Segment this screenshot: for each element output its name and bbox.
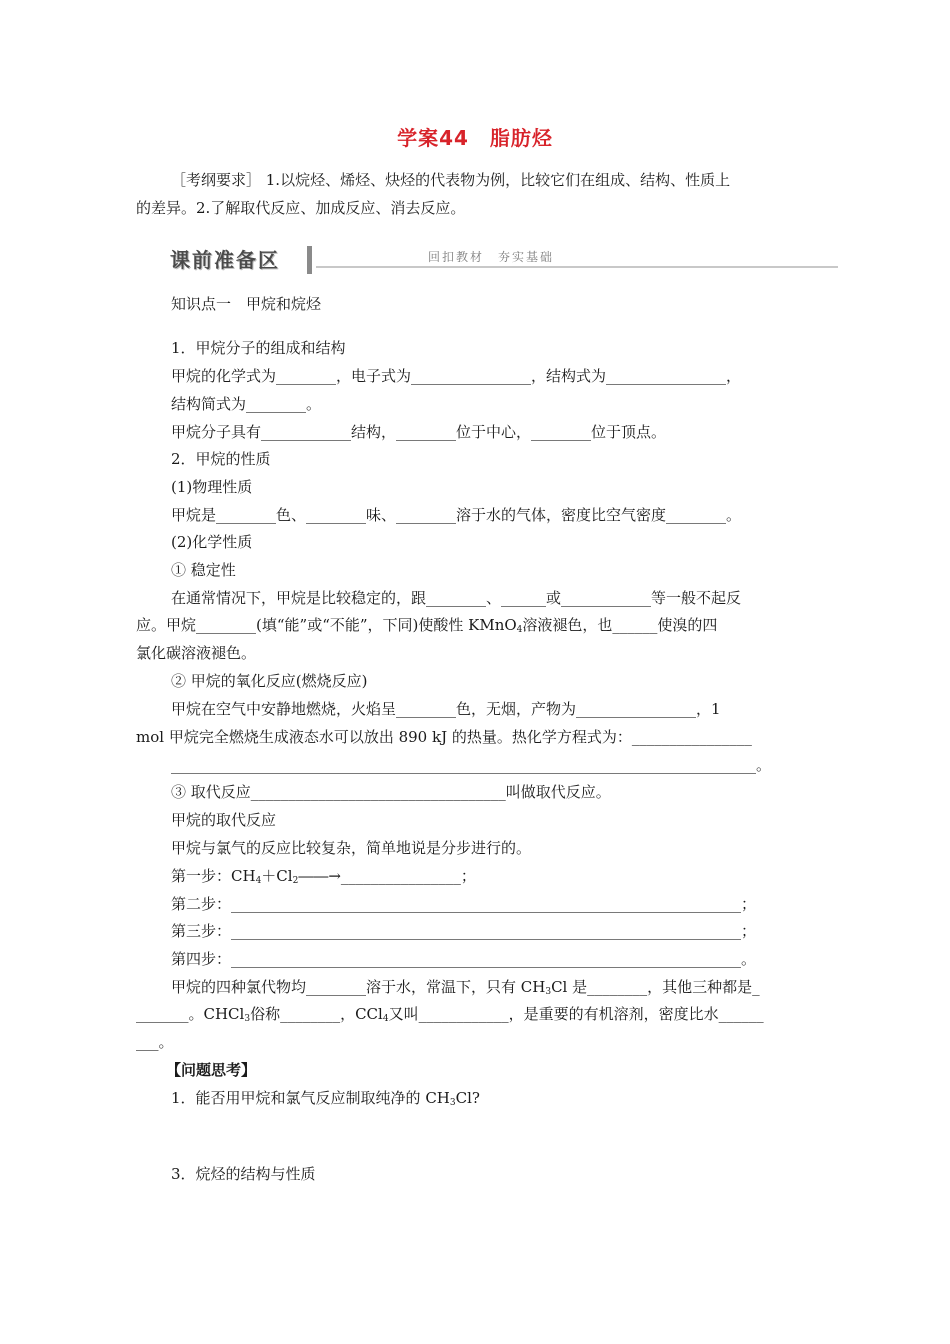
text-line: 甲烷分子具有____________结构，________位于中心，________位于顶点。 [171, 423, 667, 441]
banner-rule [316, 266, 838, 268]
question-heading: 【问题思考】 [166, 1061, 257, 1079]
text-line: mol 甲烷完全燃烧生成液态水可以放出 890 kJ 的热量。热化学方程式为：________________ [136, 728, 752, 746]
text-line: 甲烷的化学式为________，电子式为________________，结构式为________________， [171, 367, 742, 385]
reaction-step-2: 第二步：____________________________________________________________________； [171, 895, 757, 913]
text-line: 甲烷的取代反应 [171, 811, 277, 829]
reaction-step-3: 第三步：____________________________________________________________________； [171, 922, 757, 940]
section-heading: 1．甲烷分子的组成和结构 [171, 339, 346, 357]
text-line: 在通常情况下，甲烷是比较稳定的，跟________、______或____________等一般不起反 [171, 589, 742, 607]
text-line: 甲烷是________色、________味、________溶于水的气体，密度比空气密度________。 [171, 506, 742, 524]
question-1: 1．能否用甲烷和氯气反应制取纯净的 $CH_3Cl$? [171, 1089, 480, 1108]
reaction-step-4: 第四步：____________________________________________________________________。 [171, 950, 757, 968]
banner-subtitle: 回扣教材 夯实基础 [428, 250, 555, 264]
text-line: ___。 [136, 1033, 174, 1051]
page-title: 学案44 脂肪烃 [397, 126, 553, 150]
text-line: 甲烷在空气中安静地燃烧，火焰呈________色，无烟，产物为________________，1 [171, 700, 721, 718]
banner-divider [307, 246, 312, 274]
subsection-heading: (2)化学性质 [171, 533, 253, 551]
text-line: 结构简式为________。 [171, 395, 322, 413]
text-line: ______________________________________________________________________________。 [171, 756, 772, 774]
text-line: 应。甲烷________(填“能”或“不能”，下同)使酸性 KMnO$_4$溶液褪色，也______使溴的四 [136, 616, 718, 635]
reaction-step-1: 第一步：$CH_4+Cl_2――\to\_\_\_\_\_\_\_\_\_\_\_\_\_\_\_\_$； [171, 867, 476, 886]
item-heading: ② 甲烷的氧化反应(燃烧反应) [171, 672, 368, 690]
banner-title: 课前准备区 [170, 248, 280, 272]
text-line: 氯化碳溶液褪色。 [136, 644, 257, 662]
item-heading: ③ 取代反应__________________________________叫做取代反应。 [171, 783, 611, 801]
item-heading: ① 稳定性 [171, 561, 236, 579]
requirements-line-2: 的差异。2.了解取代反应、加成反应、消去反应。 [136, 199, 466, 217]
section-banner [170, 244, 838, 276]
section-heading: 3．烷烃的结构与性质 [171, 1165, 316, 1183]
subsection-heading: (1)物理性质 [171, 478, 253, 496]
text-line: 甲烷的四种氯代物均________溶于水，常温下，只有 $CH_3Cl$ 是________，其他三种都是_ [171, 978, 760, 997]
text-line: 甲烷与氯气的反应比较复杂，简单地说是分步进行的。 [171, 839, 532, 857]
section-heading: 2．甲烷的性质 [171, 450, 271, 468]
text-line: _______。CHCl$_3$俗称________，CCl$_4$又叫____________，是重要的有机溶剂，密度比水______ [136, 1005, 764, 1024]
knowledge-point-heading: 知识点一 甲烷和烷烃 [171, 295, 322, 313]
requirements-line-1: ［考纲要求］ 1.以烷烃、烯烃、炔烃的代表物为例，比较它们在组成、结构、性质上 [171, 171, 731, 189]
